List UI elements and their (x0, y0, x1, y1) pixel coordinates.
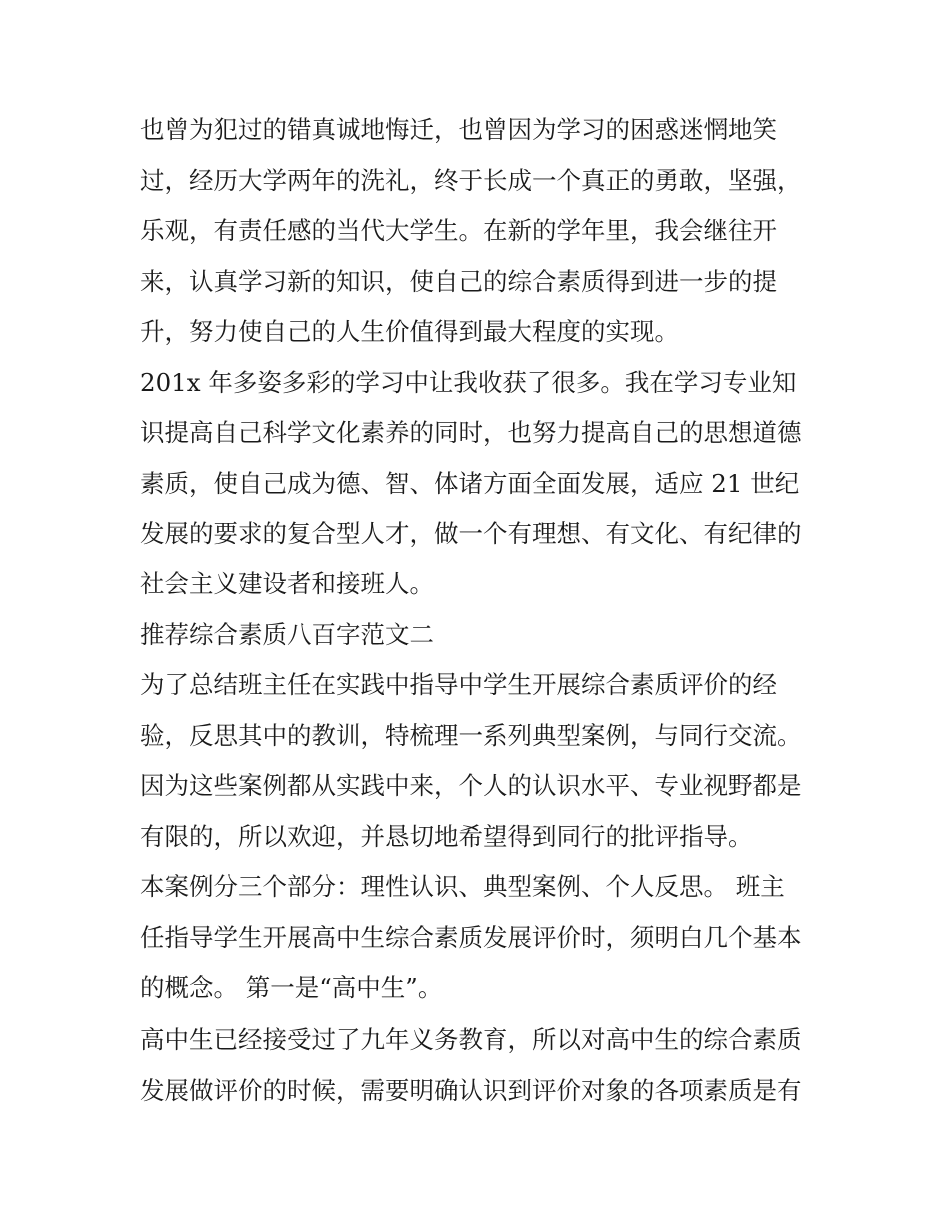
text-line: 高中生已经接受过了九年义务教育，所以对高中生的综合素质 (140, 1025, 802, 1054)
text-line: 因为这些案例都从实践中来，个人的认识水平、专业视野都是 (140, 771, 802, 800)
text-line: 有限的，所以欢迎，并恳切地希望得到同行的批评指导。 (140, 822, 753, 851)
text-line: 过，经历大学两年的洗礼，终于长成一个真正的勇敢，坚强， (140, 166, 802, 195)
text-line: 识提高自己科学文化素养的同时，也努力提高自己的思想道德 (140, 418, 802, 447)
text-line: 发展做评价的时候，需要明确认识到评价对象的各项素质是有 (140, 1076, 802, 1105)
text-line: 来，认真学习新的知识，使自己的综合素质得到进一步的提 (140, 267, 777, 296)
section-heading: 推荐综合素质八百字范文二 (140, 620, 434, 649)
text-line: 社会主义建设者和接班人。 (140, 569, 434, 598)
text-line: 为了总结班主任在实践中指导中学生开展综合素质评价的经 (140, 670, 777, 699)
text-line: 本案例分三个部分：理性认识、典型案例、个人反思。 班主 (140, 872, 785, 901)
text-line: 的概念。 第一是“高中生”。 (140, 973, 443, 1002)
text-line: 验，反思其中的教训，特梳理一系列典型案例，与同行交流。 (140, 721, 802, 750)
text-line: 201x 年多姿多彩的学习中让我收获了很多。我在学习专业知 (140, 368, 797, 397)
text-line: 素质，使自己成为德、智、体诸方面全面发展，适应 21 世纪 (140, 469, 800, 498)
text-line: 升，努力使自己的人生价值得到最大程度的实现。 (140, 317, 679, 346)
text-line: 任指导学生开展高中生综合素质发展评价时，须明白几个基本 (140, 923, 802, 952)
text-line: 乐观，有责任感的当代大学生。在新的学年里，我会继往开 (140, 216, 777, 245)
text-line: 也曾为犯过的错真诚地悔迁，也曾因为学习的困惑迷惘地笑 (140, 115, 777, 144)
text-line: 发展的要求的复合型人才，做一个有理想、有文化、有纪律的 (140, 519, 802, 548)
